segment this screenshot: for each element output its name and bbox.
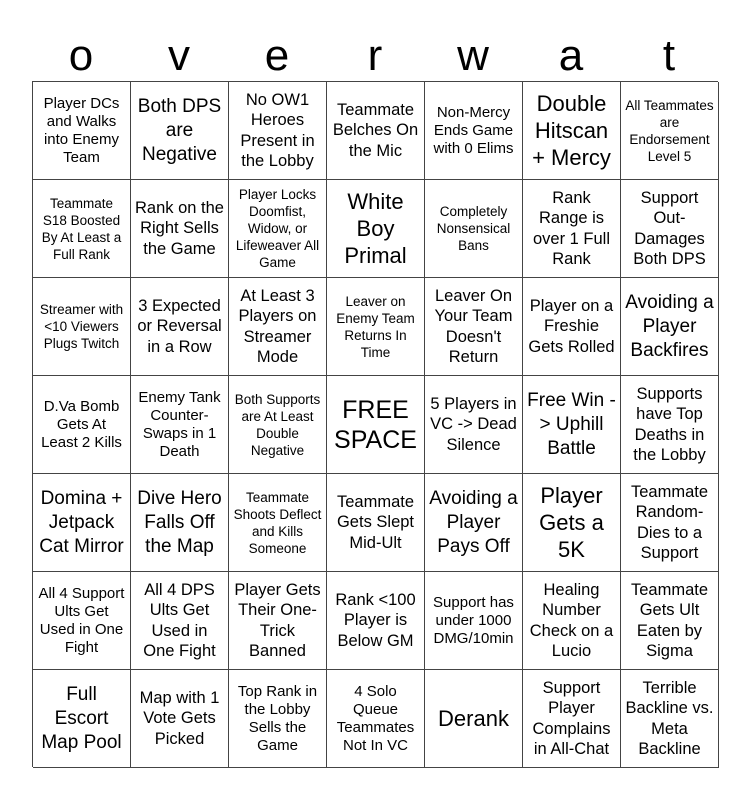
bingo-cell[interactable] [425, 572, 523, 670]
bingo-cell-text: Avoiding a Player Backfires [625, 291, 714, 361]
bingo-cell[interactable] [621, 82, 719, 180]
bingo-cell[interactable] [229, 82, 327, 180]
bingo-cell-text: Teammate Shoots Deflect and Kills Someone [233, 489, 322, 556]
bingo-cell-text: Streamer with <10 Viewers Plugs Twitch [39, 302, 124, 351]
bingo-cell-text: Teammate Gets Slept Mid-Ult [336, 492, 415, 552]
bingo-cell-text: Leaver on Enemy Team Returns In Time [336, 293, 415, 360]
bingo-cell-text: All 4 Support Ults Get Used in One Fight [38, 584, 125, 656]
bingo-cell-text: Player Locks Doomfist, Widow, or Lifeweaver All Game [235, 187, 320, 270]
bingo-cell[interactable] [621, 572, 719, 670]
bingo-cell[interactable] [33, 376, 131, 474]
bingo-cell[interactable] [621, 376, 719, 474]
bingo-cell-text: Support has under 1000 DMG/10min [433, 593, 514, 647]
bingo-cell-text: FREE SPACE [334, 395, 417, 454]
bingo-cell[interactable] [131, 572, 229, 670]
bingo-cell[interactable] [523, 180, 621, 278]
bingo-cell-text: Leaver On Your Team Doesn't Return [434, 286, 513, 366]
title-letter: o [68, 31, 94, 80]
bingo-cell[interactable] [131, 82, 229, 180]
bingo-cell-text: Non-Mercy Ends Game with 0 Elims [433, 103, 514, 157]
bingo-cell-text: Top Rank in the Lobby Sells the Game [237, 682, 318, 754]
bingo-cell[interactable] [33, 572, 131, 670]
bingo-cell[interactable] [229, 180, 327, 278]
title-letter: w [457, 31, 489, 80]
bingo-cell-text: 5 Players in VC -> Dead Silence [430, 394, 517, 454]
bingo-cell-text: Both Supports are At Least Double Negative [234, 391, 321, 458]
bingo-cell[interactable] [327, 376, 425, 474]
bingo-cell[interactable] [131, 278, 229, 376]
bingo-cell[interactable] [327, 572, 425, 670]
bingo-cell[interactable] [131, 376, 229, 474]
bingo-cell-text: Avoiding a Player Pays Off [429, 487, 518, 557]
bingo-cell-text: Supports have Top Deaths in the Lobby [633, 384, 706, 464]
bingo-cell-text: Teammate Belches On the Mic [332, 100, 419, 160]
bingo-cell-text: Teammate Random-Dies to a Support [630, 482, 709, 562]
bingo-cell-text: Completely Nonsensical Bans [436, 204, 511, 253]
title-letter: t [662, 31, 676, 80]
title-letter: a [558, 31, 584, 80]
bingo-cell[interactable] [621, 180, 719, 278]
bingo-cell-text: Player on a Freshie Gets Rolled [528, 296, 615, 356]
bingo-cell-text: White Boy Primal [344, 189, 407, 268]
bingo-cell-text: Teammate S18 Boosted By At Least a Full Rank [41, 195, 122, 262]
bingo-cell-text: Rank <100 Player is Below GM [335, 590, 416, 650]
bingo-cell[interactable] [425, 670, 523, 768]
bingo-cell[interactable] [327, 670, 425, 768]
bingo-cell-text: D.Va Bomb Gets At Least 2 Kills [41, 397, 122, 451]
bingo-cell-text: Player Gets a 5K [539, 483, 604, 562]
bingo-cell-text: Healing Number Check on a Lucio [529, 580, 614, 660]
bingo-cell-text: Enemy Tank Counter-Swaps in 1 Death [138, 388, 221, 460]
bingo-cell[interactable] [523, 572, 621, 670]
bingo-cell[interactable] [229, 572, 327, 670]
bingo-cell-text: Both DPS are Negative [137, 95, 222, 165]
bingo-cell[interactable] [425, 376, 523, 474]
bingo-cell[interactable] [523, 278, 621, 376]
bingo-cell-text: Teammate Gets Ult Eaten by Sigma [630, 580, 709, 660]
bingo-cell-text: No OW1 Heroes Present in the Lobby [240, 90, 315, 170]
bingo-card-grid [32, 81, 718, 767]
bingo-cell[interactable] [33, 670, 131, 768]
bingo-cell-text: 4 Solo Queue Teammates Not In VC [336, 682, 415, 754]
bingo-cell[interactable] [327, 180, 425, 278]
bingo-cell[interactable] [131, 180, 229, 278]
bingo-cell-text: Derank [438, 706, 509, 731]
bingo-cell-text: All 4 DPS Ults Get Used in One Fight [143, 580, 216, 660]
bingo-cell[interactable] [621, 278, 719, 376]
bingo-cell-text: Domina + Jetpack Cat Mirror [39, 487, 124, 557]
bingo-cell[interactable] [425, 180, 523, 278]
bingo-cell[interactable] [523, 670, 621, 768]
bingo-cell[interactable] [327, 278, 425, 376]
bingo-cell[interactable] [425, 474, 523, 572]
bingo-cell-text: At Least 3 Players on Streamer Mode [238, 286, 317, 366]
bingo-cell[interactable] [33, 278, 131, 376]
bingo-cell[interactable] [229, 474, 327, 572]
bingo-cell[interactable] [425, 82, 523, 180]
bingo-cell-text: Support Player Complains in All-Chat [532, 678, 611, 758]
bingo-cell[interactable] [327, 82, 425, 180]
bingo-cell-text: Rank Range is over 1 Full Rank [532, 188, 611, 268]
bingo-cell[interactable] [229, 670, 327, 768]
bingo-cell[interactable] [229, 278, 327, 376]
title-letter: v [168, 31, 190, 80]
bingo-cell[interactable] [131, 474, 229, 572]
bingo-cell-text: Map with 1 Vote Gets Picked [139, 688, 220, 748]
bingo-cell-text: Double Hitscan + Mercy [532, 91, 611, 170]
bingo-cell[interactable] [523, 82, 621, 180]
bingo-cell-text: Full Escort Map Pool [41, 683, 122, 753]
bingo-cell[interactable] [621, 670, 719, 768]
bingo-cell[interactable] [131, 670, 229, 768]
title-letter: r [367, 31, 383, 80]
bingo-cell-text: Support Out-Damages Both DPS [633, 188, 706, 268]
bingo-cell-text: Rank on the Right Sells the Game [135, 198, 224, 258]
bingo-cell[interactable] [33, 180, 131, 278]
bingo-cell[interactable] [425, 278, 523, 376]
bingo-cell-text: Dive Hero Falls Off the Map [137, 487, 222, 557]
bingo-cell[interactable] [523, 474, 621, 572]
bingo-cell-text: All Teammates are Endorsement Level 5 [625, 97, 714, 164]
bingo-cell-text: Free Win -> Uphill Battle [527, 389, 616, 459]
bingo-cell-text: Player DCs and Walks into Enemy Team [43, 94, 120, 166]
bingo-cell-text: Player Gets Their One-Trick Banned [234, 580, 321, 660]
title-letter: e [264, 31, 290, 80]
bingo-cell[interactable] [33, 82, 131, 180]
bingo-cell[interactable] [33, 474, 131, 572]
bingo-cell[interactable] [523, 376, 621, 474]
bingo-title [32, 28, 718, 84]
bingo-cell[interactable] [229, 376, 327, 474]
bingo-cell[interactable] [621, 474, 719, 572]
bingo-cell-text: Terrible Backline vs. Meta Backline [625, 678, 714, 758]
bingo-cell-text: 3 Expected or Reversal in a Row [137, 296, 222, 356]
bingo-cell[interactable] [327, 474, 425, 572]
